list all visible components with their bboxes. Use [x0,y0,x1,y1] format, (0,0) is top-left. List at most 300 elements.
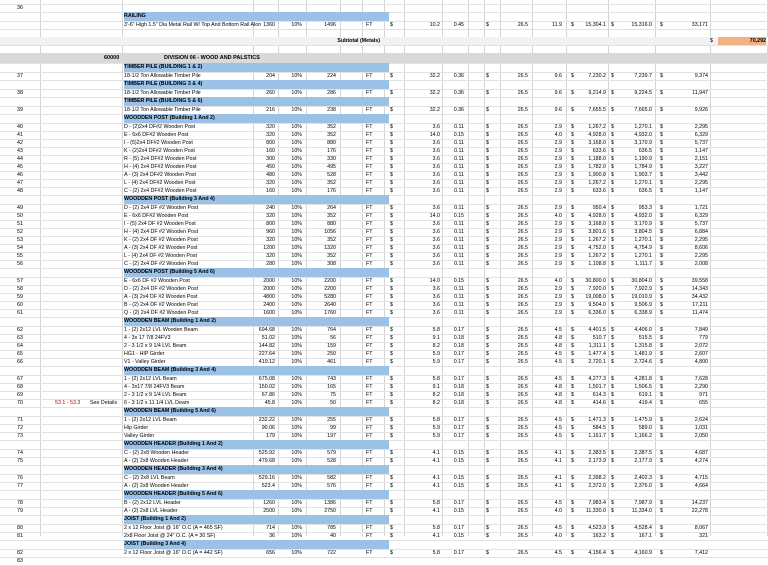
currency-symbol: $ [571,475,574,481]
table-row[interactable] [0,383,768,391]
table-row[interactable] [0,204,768,212]
labor-unit-cost [540,4,562,12]
item-description: 2 - 3 1/2 x 9 1/4 LVL Beam [124,343,187,349]
line-total: 2,177.9 [634,458,652,464]
currency-symbol: $ [486,261,489,267]
unit: FT [366,294,373,300]
material-total: 15,304.1 [585,22,606,28]
table-row[interactable] [0,342,768,350]
table-row[interactable] [0,293,768,301]
table-row[interactable] [0,432,768,440]
currency-symbol: $ [660,384,663,390]
table-row[interactable] [0,163,768,171]
item-description: E - 6x6 DF#2 Wooden Post [124,132,189,138]
material-total: 4,523.9 [588,525,606,531]
quantity: 960 [266,229,275,235]
material-total [572,4,606,12]
extended-total: 3,227 [694,164,708,170]
line-total: 9,506.9 [634,302,652,308]
item-description: HG1 - HIP Girder [124,351,165,357]
unit-cost: 3.6 [432,261,440,267]
table-row[interactable] [0,391,768,399]
total-quantity: 352 [327,132,336,138]
labor-unit-cost: 4.0 [554,132,562,138]
quantity: 179 [266,433,275,439]
currency-symbol: $ [611,156,614,162]
table-row[interactable] [0,524,768,532]
table-row[interactable] [0,228,768,236]
table-row[interactable] [0,350,768,358]
item-description: H - (4) 2x4 DF #2 Wooden Post [124,229,199,235]
currency-symbol: $ [390,213,393,219]
table-row[interactable] [0,358,768,366]
table-row[interactable] [0,155,768,163]
section-header-row[interactable] [0,465,768,474]
labor-unit-cost: 4.5 [554,500,562,506]
waste-percent: 10% [291,359,302,365]
row-number: 51 [17,221,23,227]
line-total: 2,387.5 [634,450,652,456]
labor-rate: 26.5 [517,500,528,506]
line-total: 1,903.7 [634,172,652,178]
labor-unit-cost: 2.9 [554,205,562,211]
currency-symbol: $ [486,221,489,227]
material-total: 1,477.4 [588,351,606,357]
labor-rate: 26.5 [517,302,528,308]
quantity: 2500 [263,508,275,514]
unit: FT [366,500,373,506]
row-number: 69 [17,392,23,398]
quantity: 90.06 [261,425,275,431]
extended-total: 1,147 [694,148,708,154]
currency-symbol: $ [660,22,663,28]
item-description: 2 x 12 Floor Joist @ 16" O.C (A = 465 SF) [124,525,223,531]
labor-rate: 26.5 [517,205,528,211]
waste-percent: 10% [291,180,302,186]
unit: FT [366,376,373,382]
labor-rate: 26.5 [517,22,528,28]
total-quantity: 2200 [324,278,336,284]
currency-symbol: $ [390,22,393,28]
currency-symbol: $ [660,286,663,292]
waste-percent: 10% [291,343,302,349]
unit-cost: 3.6 [432,245,440,251]
currency-symbol: $ [611,221,614,227]
labor-unit-cost: 4.8 [554,400,562,406]
labor-rate: 26.5 [517,550,528,556]
waste-percent: 10% [291,172,302,178]
subtotal-row[interactable] [0,37,768,45]
line-total: 9,224.5 [634,90,652,96]
table-row[interactable] [0,139,768,147]
waste-percent: 10% [291,550,302,556]
subtotal-label: Subtotal (Metals) [337,38,380,44]
table-row[interactable] [0,549,768,557]
item-description: 18-1/2 Ton Allowable Timber Pile [124,73,201,79]
labor-unit-cost: 2.9 [554,172,562,178]
line-total: 7,987.9 [634,500,652,506]
unit: FT [366,425,373,431]
extended-total: 6,884 [694,229,708,235]
row-number: 42 [17,140,23,146]
table-row[interactable] [0,187,768,195]
labor-factor: 0.15 [453,213,464,219]
waste-percent: 10% [291,425,302,431]
table-row[interactable] [0,499,768,507]
total-quantity: 880 [327,140,336,146]
table-row[interactable] [0,507,768,515]
item-description: L - (4) 2x4 DF #2 Wooden Post [124,253,198,259]
unit: FT [366,550,373,556]
table-row[interactable] [0,260,768,268]
waste-percent: 10% [291,278,302,284]
unit: FT [366,253,373,259]
currency-symbol: $ [660,164,663,170]
section-header: WOODDEN POST (Building 1 And 2) [124,114,389,123]
waste-percent: 10% [291,384,302,390]
unit-cost: 8.2 [432,392,440,398]
currency-symbol: $ [571,302,574,308]
unit: FT [366,483,373,489]
unit: FT [366,132,373,138]
currency-symbol: $ [486,392,489,398]
line-total: 1,481.9 [634,351,652,357]
extended-total: 8,067 [694,525,708,531]
extended-total: 39,558 [691,278,708,284]
currency-symbol: $ [390,124,393,130]
material-total: 3,168.0 [588,221,606,227]
unit-cost: 14.0 [429,132,440,138]
unit: FT [366,310,373,316]
material-total: 9,214.9 [588,90,606,96]
table-row[interactable] [0,21,768,29]
unit-cost: 5.8 [432,417,440,423]
waste-percent: 10% [291,376,302,382]
line-total: 4,160.9 [634,550,652,556]
row-number: 52 [17,229,23,235]
unit-cost: 32.2 [429,90,440,96]
table-row[interactable] [0,326,768,334]
total-quantity: 250 [327,351,336,357]
section-header-row[interactable] [0,63,768,72]
labor-factor: 0.11 [454,205,464,211]
section-header-row[interactable] [0,440,768,449]
currency-symbol: $ [571,327,574,333]
currency-symbol: $ [611,124,614,130]
labor-rate: 26.5 [517,278,528,284]
material-total: 2,372.0 [588,483,606,489]
currency-symbol: $ [390,392,393,398]
unit-cost: 3.6 [432,164,440,170]
table-row[interactable] [0,131,768,139]
table-row[interactable] [0,482,768,490]
table-row[interactable] [0,45,768,53]
currency-symbol: $ [611,294,614,300]
labor-unit-cost: 4.1 [554,475,562,481]
currency-symbol: $ [390,343,393,349]
item-description: D - (2) 2x4 DF #2 Wooden Post [124,205,199,211]
labor-unit-cost: 4.0 [554,213,562,219]
table-row[interactable] [0,285,768,293]
section-header-row[interactable] [0,407,768,416]
labor-factor: 0.15 [453,533,464,539]
line-total: 636.5 [638,188,652,194]
item-description: H - (4) 2x4 DF#2 Wooden Post [124,164,197,170]
labor-factor: 0.11 [454,124,464,130]
currency-symbol: $ [486,278,489,284]
labor-rate: 26.5 [517,533,528,539]
details-note: See Details [90,400,118,406]
currency-symbol: $ [660,343,663,349]
line-total: 1,784.9 [634,164,652,170]
labor-rate: 26.5 [517,156,528,162]
unit-cost: 8.2 [432,343,440,349]
extended-total: 4,715 [694,475,708,481]
currency-symbol: $ [571,433,574,439]
labor-rate: 26.5 [517,384,528,390]
material-total: 1,782.0 [588,164,606,170]
table-row[interactable] [0,252,768,260]
currency-symbol: $ [611,525,614,531]
currency-symbol: $ [390,376,393,382]
table-row[interactable] [0,557,768,565]
waste-percent: 10% [291,188,302,194]
extended-total: 2,295 [694,253,708,259]
material-total: 7,920.0 [588,286,606,292]
table-row[interactable] [0,123,768,131]
table-row[interactable] [0,29,768,37]
table-row[interactable] [0,334,768,342]
currency-symbol: $ [390,294,393,300]
table-row[interactable] [0,449,768,457]
labor-factor: 0.18 [453,400,464,406]
table-row[interactable] [0,399,768,407]
division-row[interactable] [0,53,768,63]
labor-factor: 0.15 [453,132,464,138]
labor-factor: 0.17 [453,359,464,365]
line-total: 11,334.0 [631,508,652,514]
unit-cost: 3.6 [432,286,440,292]
labor-rate: 26.5 [517,140,528,146]
table-row[interactable] [0,416,768,424]
waste-percent: 10% [291,302,302,308]
extended-total: 14,343 [691,286,708,292]
table-row[interactable] [0,424,768,432]
section-header-row[interactable] [0,80,768,89]
section-header-row[interactable] [0,268,768,277]
unit: FT [366,205,373,211]
currency-symbol: $ [390,335,393,341]
extended-total: 17,211 [692,302,708,308]
unit: FT [366,164,373,170]
currency-symbol: $ [571,140,574,146]
section-header: JOIST (Building 3 And 4) [124,540,389,549]
table-row[interactable] [0,301,768,309]
waste-percent: 10% [291,286,302,292]
section-header-row[interactable] [0,195,768,204]
line-total: 3,170.9 [634,221,652,227]
currency-symbol: $ [571,148,574,154]
table-row[interactable] [0,147,768,155]
row-number: 59 [17,294,23,300]
currency-symbol: $ [486,425,489,431]
quantity: 150.02 [258,384,275,390]
quantity: 523.4 [261,483,275,489]
table-row[interactable] [0,4,768,12]
currency-symbol: $ [611,205,614,211]
total-quantity: 75 [330,392,336,398]
table-row[interactable] [0,532,768,540]
item-description: Hip Girder [124,425,149,431]
unit-cost: 3.6 [432,172,440,178]
currency-symbol: $ [611,310,614,316]
unit-cost: 5.9 [432,351,440,357]
extended-total: 321 [699,533,708,539]
item-description: 18-1/2 Ton Allowable Timber Pile [124,107,201,113]
line-total: 4,406.0 [634,327,652,333]
currency-symbol: $ [486,124,489,130]
section-header: TIMBER PILE (BUILDING 5 & 6) [124,97,389,106]
currency-symbol: $ [571,508,574,514]
currency-symbol: $ [390,164,393,170]
item-description: A - (2) 2x8 LVL Header [124,508,178,514]
extended-total: 6,329 [694,213,708,219]
currency-symbol: $ [660,458,663,464]
labor-rate: 26.5 [517,245,528,251]
waste-percent: 10% [291,205,302,211]
quantity: 800 [266,221,275,227]
currency-symbol: $ [571,261,574,267]
extended-total: 4,274 [694,458,708,464]
currency-symbol: $ [571,450,574,456]
section-header-row[interactable] [0,515,768,524]
section-header-row[interactable] [0,540,768,549]
line-total: 1,166.2 [634,433,652,439]
material-total: 414.6 [592,400,606,406]
table-row[interactable] [0,457,768,465]
labor-unit-cost: 2.9 [554,310,562,316]
table-row[interactable] [0,106,768,114]
currency-symbol: $ [660,188,663,194]
table-row[interactable] [0,212,768,220]
currency-symbol: $ [571,392,574,398]
unit: FT [366,400,373,406]
section-header-row[interactable] [0,97,768,106]
labor-factor: 0.11 [454,221,464,227]
currency-symbol: $ [611,286,614,292]
waste-percent: 10% [291,417,302,423]
line-total: 953.3 [638,205,652,211]
table-row[interactable] [0,277,768,285]
table-row[interactable] [0,474,768,482]
table-row[interactable] [0,89,768,97]
table-row[interactable] [0,309,768,317]
row-number: 45 [17,164,23,170]
section-header-row[interactable] [0,12,768,21]
currency-symbol: $ [486,148,489,154]
unit: FT [366,475,373,481]
table-row[interactable] [0,236,768,244]
currency-symbol: $ [390,533,393,539]
currency-symbol: $ [660,550,663,556]
row-number: 44 [17,156,23,162]
reference-link[interactable]: 53.1 - 53.3 [55,400,81,406]
currency-symbol: $ [571,533,574,539]
item-description: D - (2)2x4 DF#2 Wooden Post [124,124,196,130]
currency-symbol: $ [571,417,574,423]
table-row[interactable] [0,179,768,187]
unit: FT [366,335,373,341]
extended-total: 2,050 [694,433,708,439]
material-total: 3,168.0 [588,140,606,146]
currency-symbol: $ [571,253,574,259]
currency-symbol: $ [486,172,489,178]
section-header-row[interactable] [0,114,768,123]
waste-percent: 10% [291,327,302,333]
currency-symbol: $ [486,229,489,235]
table-row[interactable] [0,375,768,383]
line-total: 1,475.9 [634,417,652,423]
table-row[interactable] [0,72,768,80]
material-total: 510.7 [592,335,606,341]
currency-symbol: $ [486,475,489,481]
labor-unit-cost: 4.5 [554,550,562,556]
material-total: 7,230.2 [588,73,606,79]
section-header: WOODDEN POST (Building 3 And 4) [124,195,389,204]
section-header-row[interactable] [0,490,768,499]
labor-factor: 0.11 [454,156,464,162]
table-row[interactable] [0,244,768,252]
section-header-row[interactable] [0,317,768,326]
labor-unit-cost: 2.9 [554,286,562,292]
material-total: 1,267.2 [588,180,606,186]
line-total: 2,724.6 [634,359,652,365]
labor-factor: 0.11 [454,310,464,316]
line-total: 4,754.9 [634,245,652,251]
currency-symbol: $ [390,400,393,406]
currency-symbol: $ [611,180,614,186]
currency-symbol: $ [660,310,663,316]
section-header-row[interactable] [0,366,768,375]
table-row[interactable] [0,220,768,228]
currency-symbol: $ [611,335,614,341]
currency-symbol: $ [390,351,393,357]
table-row[interactable] [0,171,768,179]
quantity: 160 [266,148,275,154]
unit: FT [366,148,373,154]
currency-symbol: $ [660,302,663,308]
total-quantity: 576 [327,483,336,489]
currency-symbol: $ [390,172,393,178]
material-total: 1,471.3 [588,417,606,423]
row-number [2,21,38,29]
item-description: 1 - (2) 2x12 LVL Wooden Beam [124,327,198,333]
currency-symbol: $ [611,343,614,349]
labor-unit-cost: 2.9 [554,156,562,162]
item-description: B - (2) 2x4 DF #2 Wooden Post [124,302,198,308]
quantity: 2000 [263,278,275,284]
unit-cost: 5.8 [432,327,440,333]
currency-symbol: $ [660,483,663,489]
row-number: 48 [17,188,23,194]
quantity: 160 [266,188,275,194]
item-description: 1 - (2) 2x12 LVL Beam [124,417,177,423]
unit: FT [366,124,373,130]
currency-symbol: $ [390,417,393,423]
currency-symbol: $ [611,140,614,146]
currency-symbol: $ [611,22,614,28]
labor-factor: 0.17 [453,425,464,431]
